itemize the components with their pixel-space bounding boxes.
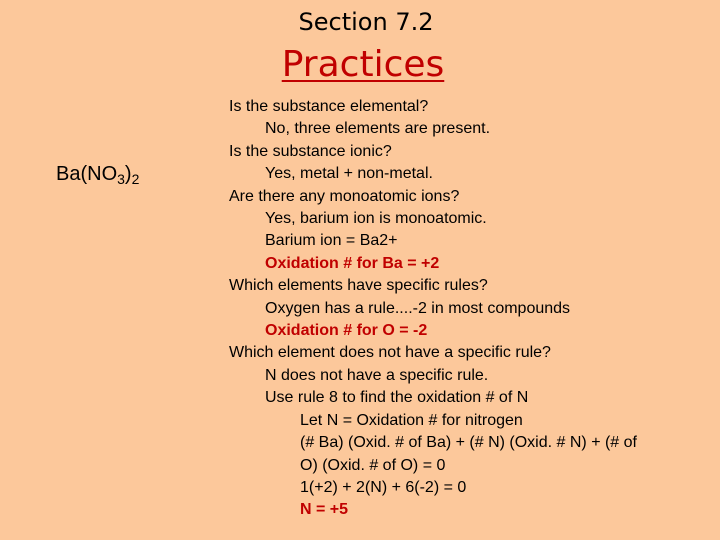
step-line: Is the substance elemental? [229,98,429,115]
step-line: Use rule 8 to find the oxidation # of N [265,389,529,407]
solution-steps [0,96,720,522]
formula-subscript-1: 3 [117,171,125,187]
step-line: Are there any monoatomic ions? [229,187,460,205]
formula-close: ) [124,163,132,185]
step-line: Yes, barium ion is monoatomic. [265,210,487,228]
step-line: Which element does not have a specific rule? [229,344,551,362]
step-line: Oxygen has a rule....-2 in most compounds [265,299,571,317]
formula-subscript-2: 2 [131,171,140,187]
section-title: Section 7.2 [298,8,434,36]
step-line: Is the substance ionic? [229,142,392,160]
step-line: Which elements have specific rules? [229,277,488,295]
step-line: N does not have a specific rule. [265,366,489,384]
step-line: (# Ba) (Oxid. # of Ba) + (# N) (Oxid. # N) + (# of [300,434,637,452]
result-line: Oxidation # for O = -2 [265,322,428,340]
formula-base: Ba(NO [56,163,118,185]
step-line: Barium ion = Ba2+ [265,232,398,250]
result-line: N = +5 [300,501,349,519]
step-line: Let N = Oxidation # for nitrogen [300,411,523,429]
step-line: 1(+2) + 2(N) + 6(-2) = 0 [300,478,467,496]
result-line: Oxidation # for Ba = +2 [265,254,440,272]
slide-title: Practices [281,44,445,85]
step-line: No, three elements are present. [265,120,491,138]
step-line: O) (Oxid. # of O) = 0 [300,456,446,474]
step-line: Yes, metal + non-metal. [265,165,433,183]
